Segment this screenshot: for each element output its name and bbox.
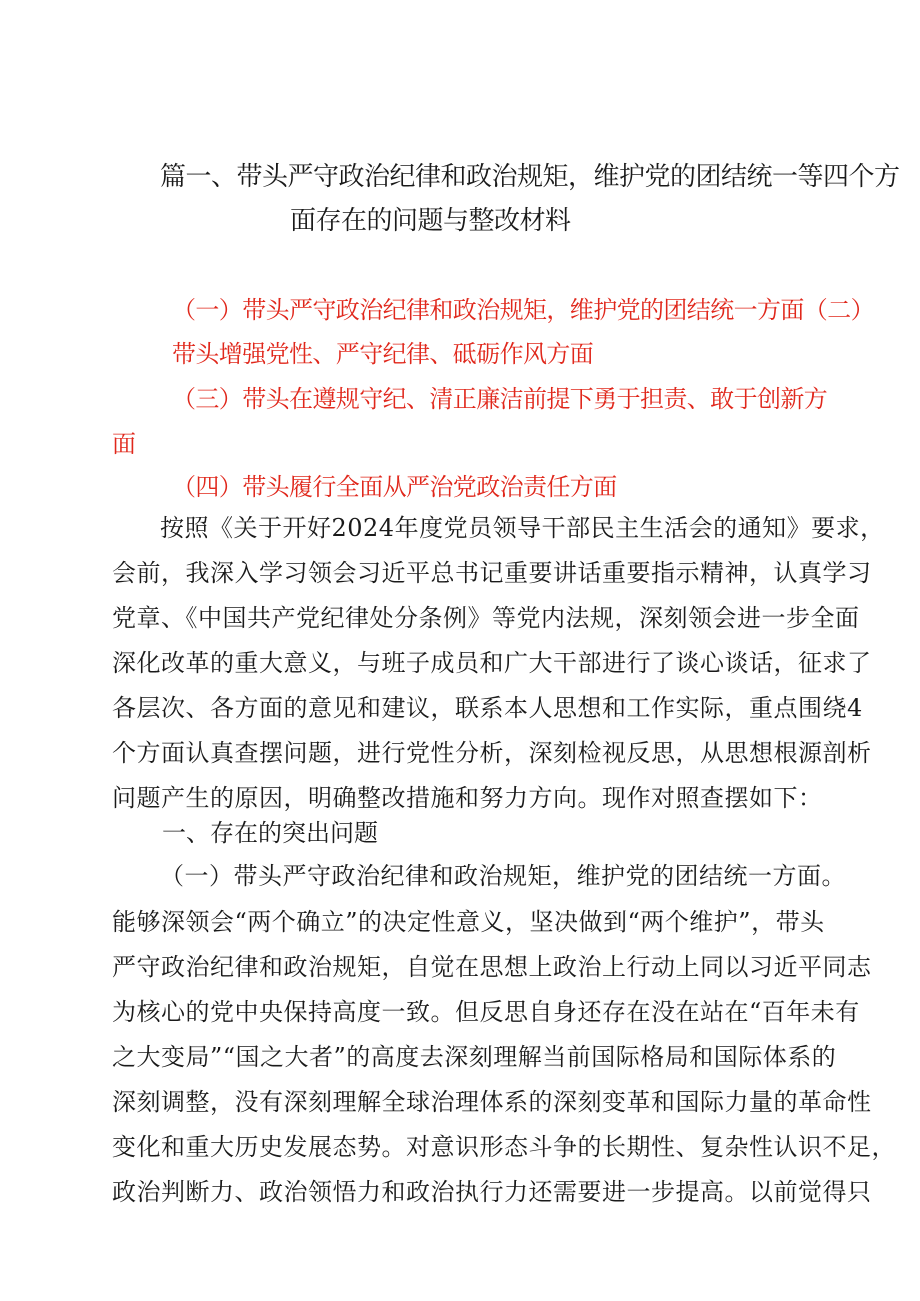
- section-heading: 一、存在的突出问题: [162, 819, 378, 847]
- section-line-2: 带头增强党性、严守纪律、砥砺作风方面: [172, 340, 594, 368]
- intro-line-4: 深化改革的重大意义，与班子成员和广大干部进行了谈心谈话，征求了: [112, 649, 872, 677]
- section-line-1: （一）带头严守政治纪律和政治规矩，维护党的团结统一方面（二）: [172, 296, 874, 324]
- part1-line-1: （一）带头严守政治纪律和政治规矩，维护党的团结统一方面。: [160, 862, 846, 890]
- part1-line-7: 变化和重大历史发展态势。对意识形态斗争的长期性、复杂性认识不足，: [112, 1133, 896, 1161]
- section-line-5: （四）带头履行全面从严治党政治责任方面: [172, 473, 617, 501]
- part1-line-2: 能够深领会“两个确立”的决定性意义，坚决做到“两个维护”，带头: [112, 908, 825, 936]
- intro-line-6: 个方面认真查摆问题，进行党性分析，深刻检视反思，从思想根源剖析: [112, 739, 872, 767]
- intro-line-3: 党章、《中国共产党纪律处分条例》等党内法规，深刻领会进一步全面: [112, 604, 860, 632]
- section-line-3: （三）带头在遵规守纪、清正廉洁前提下勇于担责、敢于创新方: [172, 385, 828, 413]
- intro-line-2: 会前，我深入学习领会习近平总书记重要讲话重要指示精神，认真学习: [112, 559, 872, 587]
- part1-line-6: 深刻调整，没有深刻理解全球治理体系的深刻变革和国际力量的革命性: [112, 1088, 872, 1116]
- part1-line-4: 为核心的党中央保持高度一致。但反思自身还存在没在站在“百年未有: [112, 998, 860, 1026]
- part1-line-5: 之大变局”“国之大者”的高度去深刻理解当前国际格局和国际体系的: [112, 1043, 837, 1071]
- part1-line-3: 严守政治纪律和政治规矩，自觉在思想上政治上行动上同以习近平同志: [112, 953, 872, 981]
- title-line-2: 面存在的问题与整改材料: [290, 206, 571, 236]
- intro-line-7: 问题产生的原因，明确整改措施和努力方向。现作对照查摆如下：: [112, 784, 823, 812]
- title-line-1: 篇一、带头严守政治纪律和政治规矩，维护党的团结统一等四个方: [160, 162, 900, 192]
- intro-line-5: 各层次、各方面的意见和建议，联系本人思想和工作实际，重点围绕4: [112, 694, 863, 722]
- part1-line-8: 政治判断力、政治领悟力和政治执行力还需要进一步提高。以前觉得只: [112, 1178, 872, 1206]
- intro-line-1: 按照《关于开好2024年度党员领导干部民主生活会的通知》要求，: [160, 514, 885, 542]
- section-line-4: 面: [112, 430, 136, 458]
